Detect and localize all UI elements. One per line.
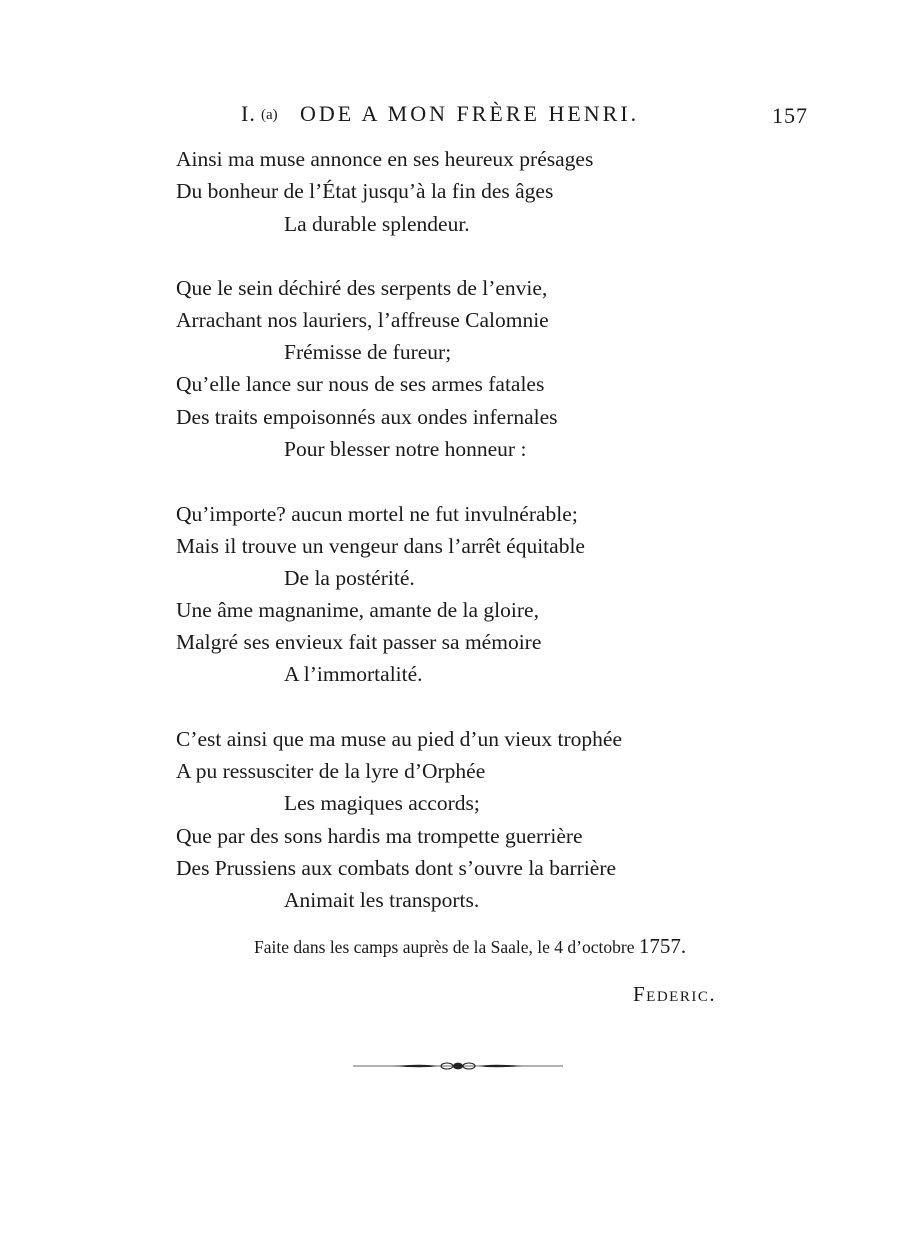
verse-line: Que le sein déchiré des serpents de l’envie,: [176, 276, 548, 300]
verse-line: A l’immortalité.: [284, 662, 423, 686]
verse-line: Mais il trouve un vengeur dans l’arrêt équitable: [176, 534, 585, 558]
dateline-year: 1757.: [638, 934, 687, 958]
verse-line: Ainsi ma muse annonce en ses heureux présages: [176, 147, 594, 171]
verse-line: Animait les transports.: [284, 888, 480, 912]
verse-line: Les magiques accords;: [284, 791, 480, 815]
dateline: [254, 934, 686, 959]
verse-line: Des Prussiens aux combats dont s’ouvre la barrière: [176, 856, 617, 880]
running-header: [0, 101, 900, 131]
verse-line: Qu’elle lance sur nous de ses armes fatales: [176, 372, 545, 396]
verse-line: Qu’importe? aucun mortel ne fut invulnérable;: [176, 502, 578, 526]
verse-line: A pu ressusciter de la lyre d’Orphée: [176, 759, 486, 783]
verse-line: Malgré ses envieux fait passer sa mémoire: [176, 630, 542, 654]
dateline-text: Faite dans les camps auprès de la Saale, le 4 d’octobre: [254, 937, 639, 957]
verse-line: Que par des sons hardis ma trompette guerrière: [176, 824, 583, 848]
verse-line: Du bonheur de l’État jusqu’à la fin des âges: [176, 179, 554, 203]
verse-line: Une âme magnanime, amante de la gloire,: [176, 598, 539, 622]
page-number: 157: [772, 103, 808, 128]
verse-line: La durable splendeur.: [284, 212, 470, 236]
verse-line: C’est ainsi que ma muse au pied d’un vieux trophée: [176, 727, 623, 751]
verse-line: Arrachant nos lauriers, l’affreuse Calomnie: [176, 308, 549, 332]
note-marker: (a): [261, 107, 278, 123]
section-number: I.: [241, 101, 256, 126]
page-title: ODE A MON FRÈRE HENRI.: [300, 101, 640, 126]
verse-line: Frémisse de fureur;: [284, 340, 452, 364]
verse-line: De la postérité.: [284, 566, 415, 590]
author-signature: Federic.: [633, 982, 717, 1006]
ornament-divider-icon: [353, 1058, 563, 1074]
verse-line: Des traits empoisonnés aux ondes infernales: [176, 405, 558, 429]
verse-line: Pour blesser notre honneur :: [284, 437, 527, 461]
